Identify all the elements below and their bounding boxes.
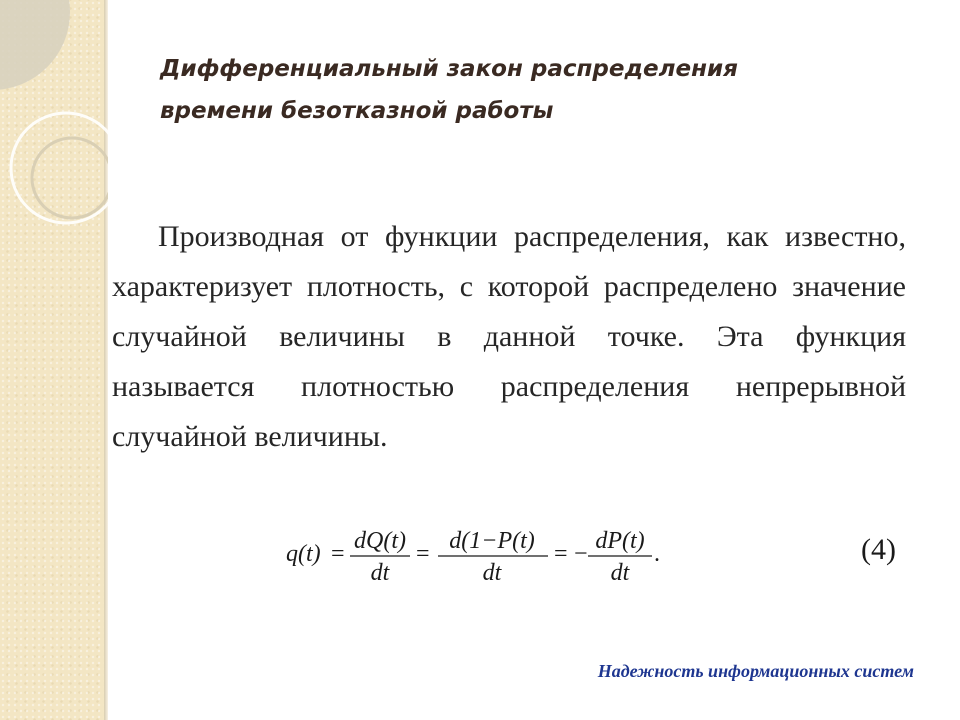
formula-equals-2: = — [416, 541, 430, 567]
decorative-circles — [0, 0, 108, 260]
decorative-ring-large — [11, 113, 108, 223]
slide-title-line-2: времени безотказной работы — [160, 98, 554, 124]
slide-title — [160, 48, 920, 132]
formula-minus: − — [574, 541, 588, 567]
formula-period: . — [654, 541, 660, 567]
slide-title-line-1: Дифференциальный закон распределения — [160, 56, 738, 82]
fraction-2-denominator: dt — [482, 560, 502, 586]
formula-equals-1: = — [331, 541, 345, 567]
formula-lhs: q(t) — [286, 541, 321, 567]
fraction-1-numerator: dQ(t) — [354, 528, 406, 554]
decorative-ring-small — [32, 138, 108, 218]
footer-course-title: Надежность информационных систем — [597, 661, 914, 681]
formula-equals-3: = — [554, 541, 568, 567]
fraction-1-denominator: dt — [370, 560, 390, 586]
equation-number: (4) — [861, 533, 896, 566]
density-formula — [286, 524, 706, 588]
fraction-3-numerator: dP(t) — [595, 528, 645, 554]
decorative-disc — [0, 0, 70, 90]
fraction-2-numerator: d(1−P(t) — [449, 528, 535, 554]
body-paragraph: Производная от функции распределения, как известно, характеризует плотность, с которой распределено значение случайной величины в данной точке. Эта функция называется плотностью распределения непрерывной случайной величины. — [112, 220, 906, 453]
fraction-3-denominator: dt — [610, 560, 630, 586]
